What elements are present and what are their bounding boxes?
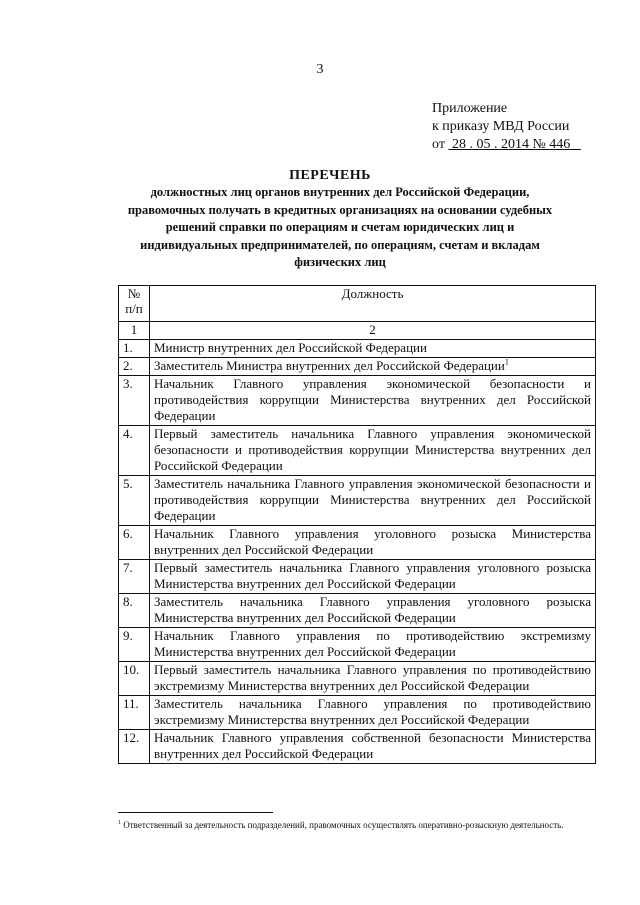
- position-text: Первый заместитель начальника Главного управления по противодействию экстремизму Министерства внутренних дел Российской Федерации: [154, 662, 591, 693]
- row-position: [150, 696, 596, 730]
- table-row: [119, 696, 596, 730]
- footnote-text: Ответственный за деятельность подразделений, правомочных осуществлять оперативно-розыскную деятельность.: [123, 820, 564, 830]
- row-number: 9.: [119, 628, 150, 662]
- table-row: [119, 560, 596, 594]
- header-num: № п/п: [119, 286, 150, 322]
- row-position: [150, 560, 596, 594]
- row-number: 5.: [119, 476, 150, 526]
- document-title: ПЕРЕЧЕНЬ: [289, 168, 371, 183]
- footnote: [118, 816, 596, 832]
- table-index-row: [119, 322, 596, 340]
- document-subtitle: должностных лиц органов внутренних дел Российской Федерации, правомочных получать в кредитных организациях на основании судебных решений справки по операциям и счетам юридических лиц и индивидуальных предпринимателей, по операциям, счетам и вкладам физических лиц: [127, 185, 553, 269]
- table-row: [119, 358, 596, 376]
- table-row: [119, 340, 596, 358]
- position-text: Заместитель Министра внутренних дел Российской Федерации: [154, 358, 505, 373]
- index-position: 2: [150, 322, 596, 340]
- appendix-block: [432, 100, 581, 154]
- row-position: [150, 594, 596, 628]
- row-position: [150, 662, 596, 696]
- row-number: 6.: [119, 526, 150, 560]
- table-row: [119, 662, 596, 696]
- table-row: [119, 376, 596, 426]
- row-position: [150, 476, 596, 526]
- row-number: 12.: [119, 730, 150, 764]
- table-row: [119, 730, 596, 764]
- row-position: [150, 340, 596, 358]
- row-position: [150, 376, 596, 426]
- row-position: [150, 628, 596, 662]
- row-number: 3.: [119, 376, 150, 426]
- position-text: Начальник Главного управления уголовного розыска Министерства внутренних дел Российской Федерации: [154, 526, 591, 557]
- order-year: 2014: [500, 137, 529, 152]
- appendix-order-line: [432, 136, 581, 154]
- index-num: 1: [119, 322, 150, 340]
- order-number: 446: [549, 137, 571, 152]
- table-row: [119, 476, 596, 526]
- table-row: [119, 426, 596, 476]
- row-number: 4.: [119, 426, 150, 476]
- number-prefix: №: [532, 137, 546, 152]
- row-number: 11.: [119, 696, 150, 730]
- position-text: Министр внутренних дел Российской Федерации: [154, 340, 427, 355]
- row-position: [150, 426, 596, 476]
- row-position: [150, 526, 596, 560]
- footnote-reference: 1: [504, 357, 509, 367]
- position-text: Начальник Главного управления по противодействию экстремизму Министерства внутренних дел Российской Федерации: [154, 628, 591, 659]
- position-text: Заместитель начальника Главного управления по противодействию экстремизму Министерства внутренних дел Российской Федерации: [154, 696, 591, 727]
- date-prefix: от: [432, 137, 445, 152]
- appendix-line-2: к приказу МВД России: [432, 119, 570, 134]
- row-position: [150, 730, 596, 764]
- table-header-row: [119, 286, 596, 322]
- row-number: 7.: [119, 560, 150, 594]
- row-number: 1.: [119, 340, 150, 358]
- row-number: 2.: [119, 358, 150, 376]
- positions-table: [118, 285, 596, 764]
- position-text: Первый заместитель начальника Главного управления экономической безопасности и противодействия коррупции Министерства внутренних дел Российской Федерации: [154, 426, 591, 473]
- page-number: 3: [316, 62, 324, 77]
- row-number: 8.: [119, 594, 150, 628]
- table-row: [119, 628, 596, 662]
- order-day: 28 . 05 . 2014 № 446: [451, 137, 571, 152]
- order-month: 05: [476, 137, 491, 152]
- position-text: Начальник Главного управления собственной безопасности Министерства внутренних дел Российской Федерации: [154, 730, 591, 761]
- row-number: 10.: [119, 662, 150, 696]
- position-text: Первый заместитель начальника Главного управления уголовного розыска Министерства внутренних дел Российской Федерации: [154, 560, 591, 591]
- row-position: [150, 358, 596, 376]
- position-text: Начальник Главного управления экономической безопасности и противодействия коррупции Министерства внутренних дел Российской Федерации: [154, 376, 591, 423]
- footnote-divider: [118, 812, 273, 813]
- header-position: Должность: [150, 286, 596, 322]
- position-text: Заместитель начальника Главного управления экономической безопасности и противодействия коррупции Министерства внутренних дел Российской Федерации: [154, 476, 591, 523]
- table-row: [119, 594, 596, 628]
- footnote-mark: 1: [118, 820, 121, 826]
- appendix-line-1: Приложение: [432, 101, 508, 116]
- table-row: [119, 526, 596, 560]
- position-text: Заместитель начальника Главного управления уголовного розыска Министерства внутренних дел Российской Федерации: [154, 594, 591, 625]
